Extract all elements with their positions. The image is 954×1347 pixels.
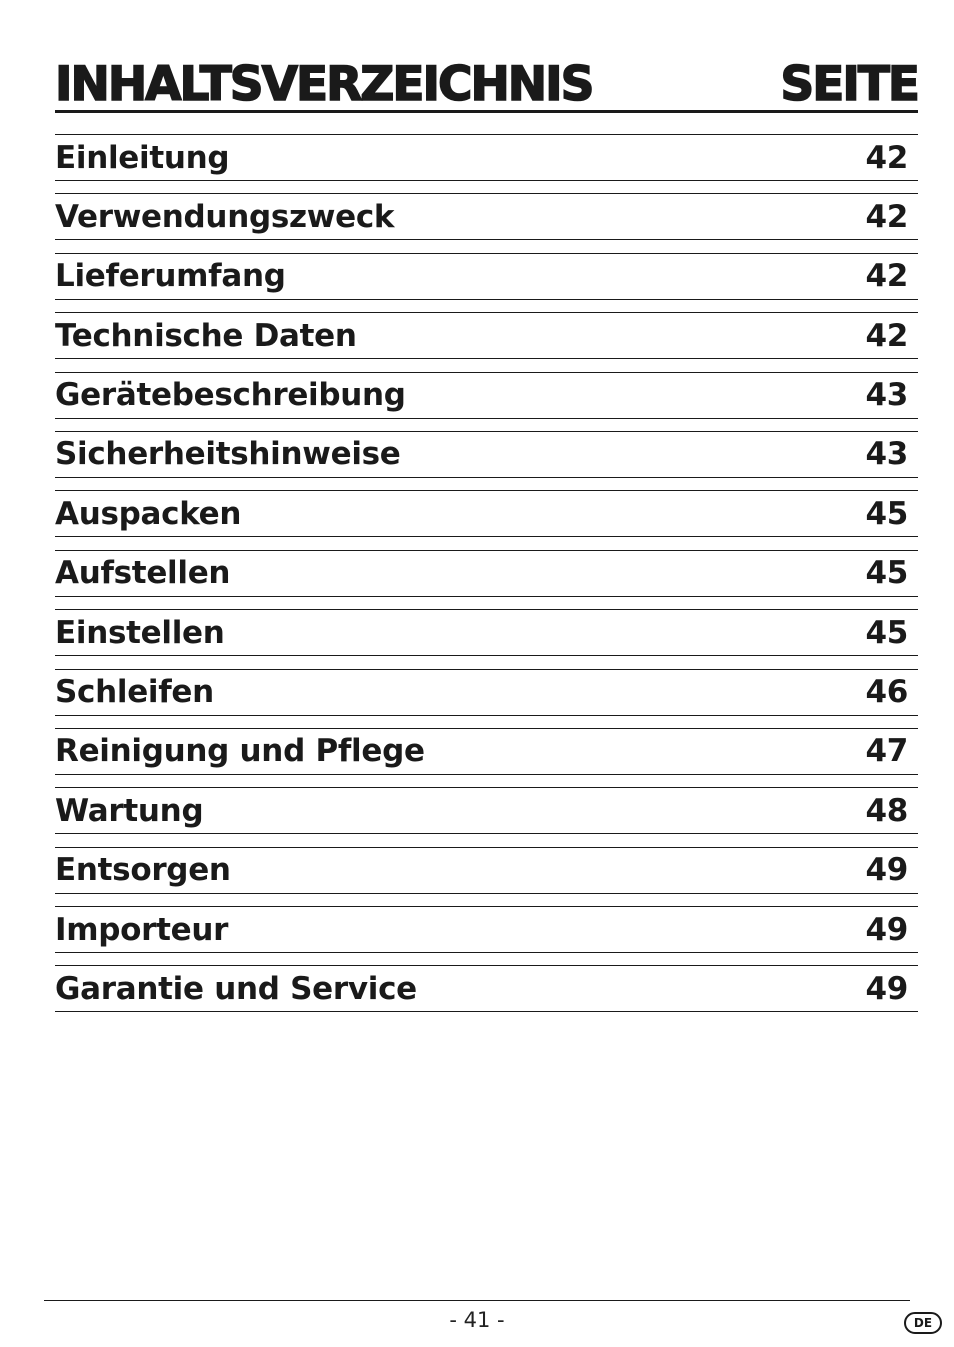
toc-entry-page: 45 <box>865 555 908 592</box>
toc-row[interactable] <box>55 728 918 775</box>
toc-row[interactable] <box>55 193 918 240</box>
toc-entry-title: Auspacken <box>55 495 242 532</box>
toc-entry-title: Einstellen <box>55 614 225 651</box>
toc-row[interactable] <box>55 431 918 478</box>
toc-row[interactable] <box>55 253 918 300</box>
toc-entry-page: 49 <box>865 970 908 1007</box>
page-column-label: SEITE <box>780 57 918 112</box>
page-number: - 41 - <box>449 1308 505 1332</box>
toc-entry-page: 45 <box>865 614 908 651</box>
footer-divider <box>44 1300 910 1301</box>
toc-entry-title: Gerätebeschreibung <box>55 377 406 414</box>
toc-entry-page: 47 <box>865 733 908 770</box>
toc-entry-title: Wartung <box>55 792 204 829</box>
toc-row[interactable] <box>55 847 918 894</box>
toc-row[interactable] <box>55 490 918 537</box>
toc-row[interactable] <box>55 134 918 181</box>
toc-entry-title: Reinigung und Pflege <box>55 733 425 770</box>
toc-entry-page: 43 <box>865 436 908 473</box>
toc-entry-title: Einleitung <box>55 139 230 176</box>
toc-entry-page: 42 <box>865 317 908 354</box>
toc-row[interactable] <box>55 312 918 359</box>
toc-entry-page: 49 <box>865 911 908 948</box>
toc-entry-title: Sicherheitshinweise <box>55 436 401 473</box>
toc-entry-page: 48 <box>865 792 908 829</box>
toc-entry-title: Garantie und Service <box>55 970 417 1007</box>
toc-row[interactable] <box>55 372 918 419</box>
table-of-contents <box>55 134 918 1025</box>
toc-row[interactable] <box>55 906 918 953</box>
toc-row[interactable] <box>55 550 918 597</box>
toc-entry-page: 46 <box>865 674 908 711</box>
toc-entry-title: Aufstellen <box>55 555 231 592</box>
toc-row[interactable] <box>55 965 918 1012</box>
toc-entry-title: Schleifen <box>55 674 214 711</box>
toc-row[interactable] <box>55 669 918 716</box>
toc-entry-title: Importeur <box>55 911 229 948</box>
toc-entry-title: Verwendungszweck <box>55 198 395 235</box>
toc-entry-page: 49 <box>865 852 908 889</box>
toc-entry-page: 42 <box>865 198 908 235</box>
toc-row[interactable] <box>55 787 918 834</box>
toc-entry-page: 42 <box>865 258 908 295</box>
toc-row[interactable] <box>55 609 918 656</box>
page-title: INHALTSVERZEICHNIS <box>55 57 593 112</box>
language-badge: DE <box>904 1312 942 1334</box>
toc-entry-title: Technische Daten <box>55 317 357 354</box>
toc-entry-page: 42 <box>865 139 908 176</box>
toc-entry-title: Lieferumfang <box>55 258 286 295</box>
toc-entry-title: Entsorgen <box>55 852 231 889</box>
toc-entry-page: 45 <box>865 495 908 532</box>
toc-header <box>55 48 918 113</box>
toc-entry-page: 43 <box>865 377 908 414</box>
